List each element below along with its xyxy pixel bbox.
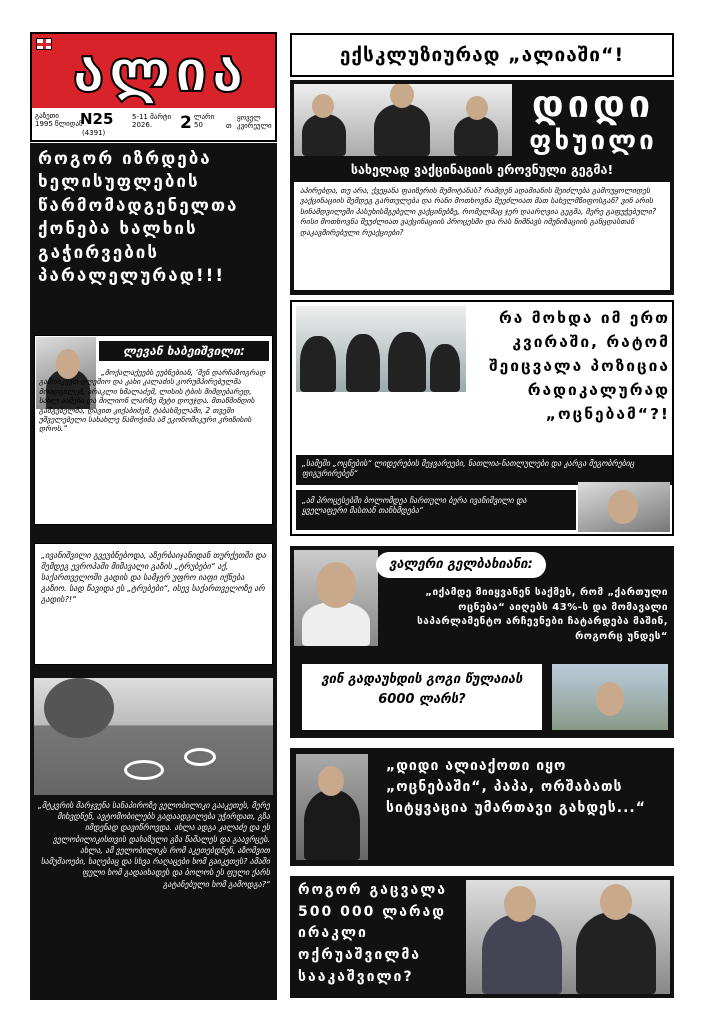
- week-quote-photo: [578, 482, 670, 532]
- bishop-photo: [296, 754, 368, 860]
- week-quote-2: „ამ პროცესებში ბოლომდეა ჩართული ბერა ივანიშვილი და ყველაფერი მასთან თანხმდება“: [296, 490, 576, 530]
- bishop-quote: „დიდი ალიაქოთი იყო „ოცნებაში“, პაპა, ორშაბათს სიტყვაცია უმართავი გახდეს...“: [386, 758, 646, 816]
- masthead-info-bar: [32, 108, 275, 140]
- big-loss-line-2: ფხუილი: [529, 126, 657, 156]
- gelbakhiani-quote: „იქამდე მიიყვანენ საქმეს, რომ „ქართული ოცნება“ აიღებს 43%-ს და მომავალი საპარლამენტო არჩევნები ჩატარდება მაშინ, როგორც უნდეს“: [417, 587, 668, 642]
- sale-section: [290, 876, 674, 998]
- left-headline: როგორ იზრდება ხელისუფლების წარმომადგენელთა ქონება ხალხის გაჭირვების პარალელურად!!!: [38, 149, 239, 287]
- big-loss-line-1: დიდი: [531, 82, 655, 126]
- vaccine-text: აპირებდა, თუ არა, ქვეყანა ფაიზერის შემოტანას? რამდენ ადამიანის შეიძლება გამოუყოლიდეს ვაქცინაციის შემდეგ გართულება და რანი მოთხოვნა შეეძლიათ მათ სახელმწიფოსგან? ვინ არის სინამდვილეში პასუხისმგებელი ვაქცინებზე, რომელმაც ჯერ დაარღვია გეგმა, მერე გაფუჭებული? რისი მოთხოვნა შეუძლიათ ვაქცინაციის პროცესში და რას ნიშნავს იმუნიზაციის განცდასთან დაკავშირებული რეაქციები?: [294, 182, 670, 290]
- bishop-section: [290, 748, 674, 866]
- gelbakhiani-photo: [294, 550, 378, 646]
- masthead-weekly: ყოველ კვირეული: [237, 114, 272, 130]
- vaccine-section: [290, 80, 674, 295]
- gogi-headline: ვინ გადაუხდის გოგი წულაიას 6000 ლარს?: [302, 664, 542, 730]
- road-caption: „მტკვრის მარჯვენა სანაპიროზე ველობილიკი გააკეთეს, მერე მიხვდნენ, ავტომობილებს გადაადგილება უჭირდათ, გზა იმდენად დავიწროვდა. ახლა ადგა კალაძე და ეს ველობილიკისთვის დახაზული გზა წაშალეს და გაავრცეს. ახლა, ამ ველობილიკს რომ აკეთებდნენ, აზომვით სამუშაოები, ხაღებაც და სხვა რაღაცები ხომ გაიკეთეს? ამაში ფული ხომ გადაიხადეს და ბოლოს ეს ფული ქარს გატანებული ხომ გამოდგა?“: [37, 801, 270, 889]
- week-quote-1: „სამეში „ოცნების“ ლიდერების მეჯვარეები, ნათლია-ნათლულები და კარგა მეგობრებიც ფიგურირებენ“: [296, 455, 672, 485]
- left-quote-box: „ივანიშვილი გვეუბნებოდა, აზერბაიჯანიდან თურქეთში და შემდეგ ევროპაში მიმავალი გაზის „ტრუბები“ აქ, საქართველოში გადის და სამჯერ უფრო იაფი იქნება გაზიო. სად წავიდა ეს „ტრუბები“, ისევ საქართველოზე არ გადის?!“: [34, 543, 273, 665]
- masthead-issue: N25: [80, 110, 114, 128]
- gelbakhiani-name: ვალერი გელბახიანი:: [376, 552, 546, 578]
- sale-photo: [466, 880, 670, 994]
- vaccine-title: სახელად ვაქცინაციის ეროვნული გეგმა!: [350, 162, 614, 177]
- masthead-subtitle: გაზეთი 1995 წლიდან: [35, 112, 83, 128]
- khabeishvili-name: ლევან ხაბეიშვილი:: [99, 341, 269, 361]
- gelbakhiani-section: [290, 546, 674, 738]
- masthead-dates: 5-11 მარტი 2026.: [132, 113, 172, 129]
- masthead-price-unit: ლარი 50: [194, 113, 215, 129]
- masthead-price: 2: [180, 113, 192, 133]
- masthead: [30, 32, 277, 142]
- week-photo: [296, 306, 466, 392]
- masthead-price-sub: თ: [226, 122, 232, 130]
- week-section: [290, 300, 674, 536]
- masthead-issue-sub: (4391): [82, 129, 106, 137]
- week-title: რა მოხდა იმ ერთ კვირაში, რატომ შეიცვალა პოზიცია რადიკალურად „ოცნებამ“?!: [489, 309, 670, 424]
- gogi-photo: [552, 664, 668, 730]
- masthead-logo: ალია: [72, 37, 248, 105]
- sale-headline: როგორ გაცვალა 500 000 ლარად ირაკლი ოქრუაშვილმა სააკაშვილი?: [298, 882, 448, 985]
- road-photo: [34, 678, 273, 795]
- big-loss-title: [514, 82, 672, 156]
- vaccine-photo: [294, 84, 512, 156]
- khabeishvili-box: [34, 335, 273, 525]
- khabeishvili-quote: „მოქალაქეებს ეუბნებიან, ‘შენ დარჩაზოგრად გამოიკვეთ დღეშიო და კახი კალაძის კორუმპირებულმა მოადგილემ, ირაკლი ხმალაძემ, ლისის ტბის მიმდებარედ, სახლ ააშენა და მილიონ ლარზე მეტი დოუჯდა. მთაწმინდის გამგებელმა, დავით კიქაბიძემ, ტაბახმელაში, 2 თვეში უშველებელი სახახლე წამოჭიმა ამ ეკონომიკური კრიზისის დროს.“: [39, 368, 266, 434]
- exclusive-banner: ექსკლუზიურად „ალიაში“!: [290, 33, 674, 77]
